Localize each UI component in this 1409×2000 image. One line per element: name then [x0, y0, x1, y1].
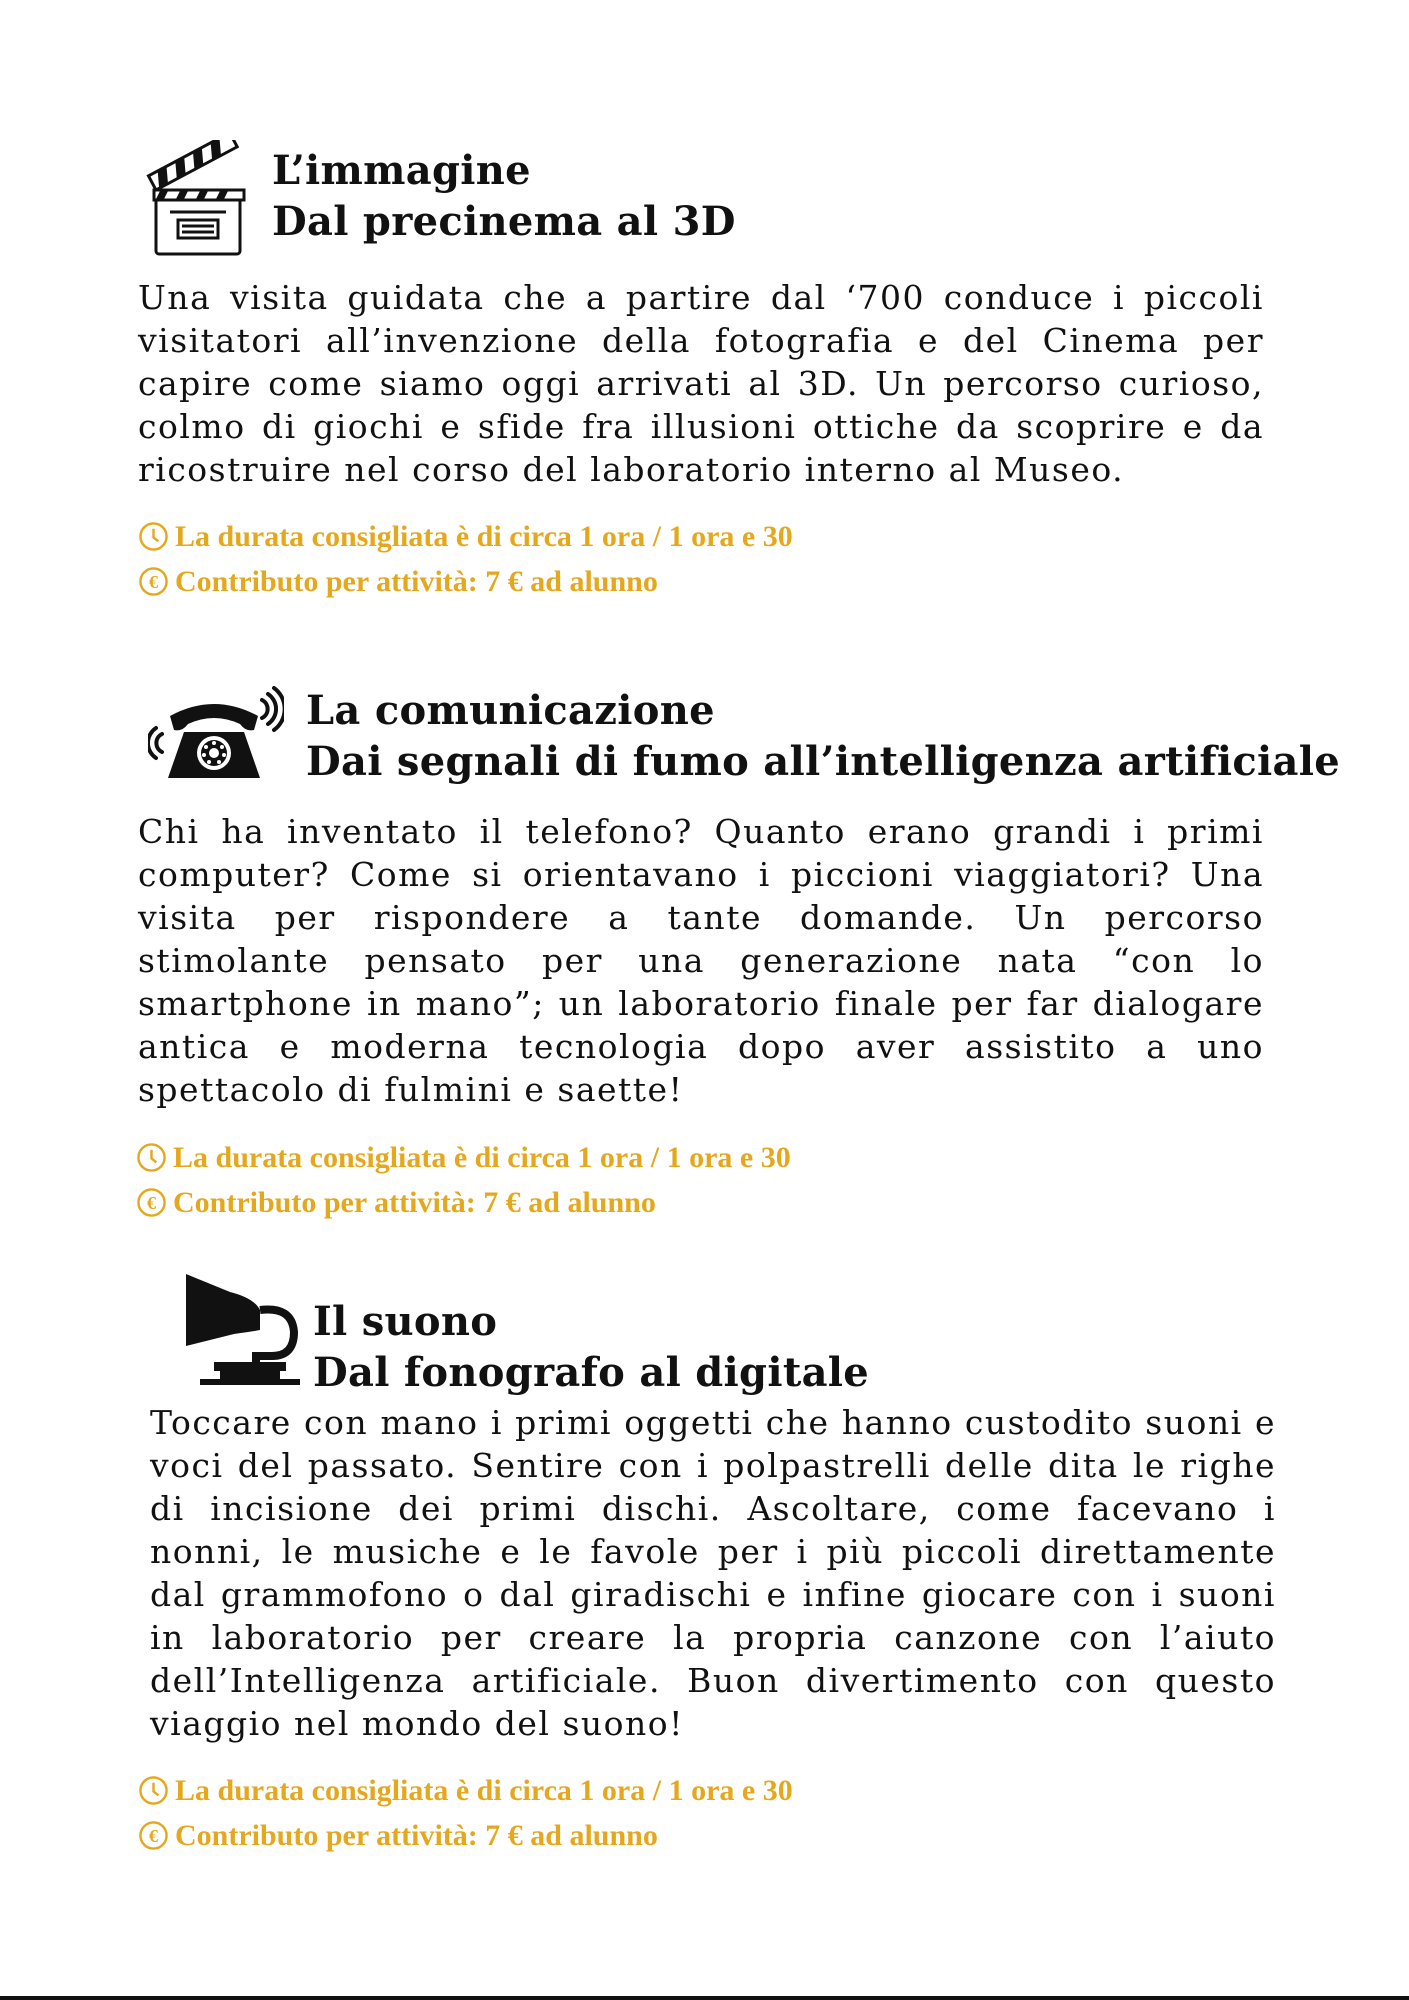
- duration-line: [136, 1135, 791, 1180]
- clock-icon: [138, 521, 169, 552]
- section-title-line1: L’immagine: [272, 147, 531, 194]
- svg-text:€: €: [146, 1192, 157, 1213]
- gramophone-icon: [184, 1270, 300, 1386]
- bottom-rule: [0, 1996, 1409, 2000]
- section-description: Toccare con mano i primi oggetti che hanno custodito suoni e voci del passato. Sentire con i polpastrelli delle dita le righe di incisione dei primi dischi. Ascoltare, come facevano i nonni, le musiche e le favole per i più piccoli direttamente dal grammofono o dal giradischi e infine giocare con i suoni in laboratorio per creare la propria canzone con l’aiuto dell’Intelligenza artificiale. Buon divertimento con questo viaggio nel mondo del suono!: [150, 1403, 1276, 1743]
- clock-icon: [138, 1775, 169, 1806]
- cost-text: Contributo per attività: 7 € ad alunno: [175, 1819, 658, 1852]
- section-title-line2: Dal fonografo al digitale: [313, 1349, 870, 1396]
- telephone-icon: [148, 686, 284, 784]
- section-description: Una visita guidata che a partire dal ‘700 conduce i piccoli visitatori all’invenzione della fotografia e del Cinema per capire come siamo oggi arrivati al 3D. Un percorso curioso, colmo di giochi e sfide fra illusioni ottiche da scoprire e da ricostruire nel corso del laboratorio interno al Museo.: [138, 278, 1264, 489]
- section-info: [138, 514, 793, 604]
- section-info: [138, 1768, 793, 1858]
- section-info: [136, 1135, 791, 1225]
- section-title: [306, 685, 1340, 787]
- euro-icon: [138, 566, 169, 597]
- duration-line: [138, 1768, 793, 1813]
- duration-line: [138, 514, 793, 559]
- section-title-line2: Dai segnali di fumo all’intelligenza artificiale: [306, 738, 1340, 785]
- section-title-line2: Dal precinema al 3D: [272, 198, 736, 245]
- section-title-line1: Il suono: [313, 1298, 498, 1345]
- svg-text:€: €: [148, 571, 159, 592]
- cost-text: Contributo per attività: 7 € ad alunno: [175, 565, 658, 598]
- clapperboard-icon: [146, 140, 246, 258]
- euro-icon: [138, 1820, 169, 1851]
- euro-icon: [136, 1187, 167, 1218]
- duration-text: La durata consigliata è di circa 1 ora / 1 ora e 30: [175, 520, 793, 553]
- duration-text: La durata consigliata è di circa 1 ora / 1 ora e 30: [173, 1141, 791, 1174]
- section-title: [272, 145, 736, 247]
- section-title-line1: La comunicazione: [306, 687, 715, 734]
- clock-icon: [136, 1142, 167, 1173]
- cost-text: Contributo per attività: 7 € ad alunno: [173, 1186, 656, 1219]
- cost-line: [138, 559, 793, 604]
- cost-line: [136, 1180, 791, 1225]
- cost-line: [138, 1813, 793, 1858]
- section-description: Chi ha inventato il telefono? Quanto erano grandi i primi computer? Come si orientavano i piccioni viaggiatori? Una visita per rispondere a tante domande. Un percorso stimolante pensato per una generazione nata “con lo smartphone in mano”; un laboratorio finale per far dialogare antica e moderna tecnologia dopo aver assistito a uno spettacolo di fulmini e saette!: [138, 812, 1264, 1109]
- svg-text:€: €: [148, 1825, 159, 1846]
- duration-text: La durata consigliata è di circa 1 ora / 1 ora e 30: [175, 1774, 793, 1807]
- section-title: [313, 1296, 869, 1398]
